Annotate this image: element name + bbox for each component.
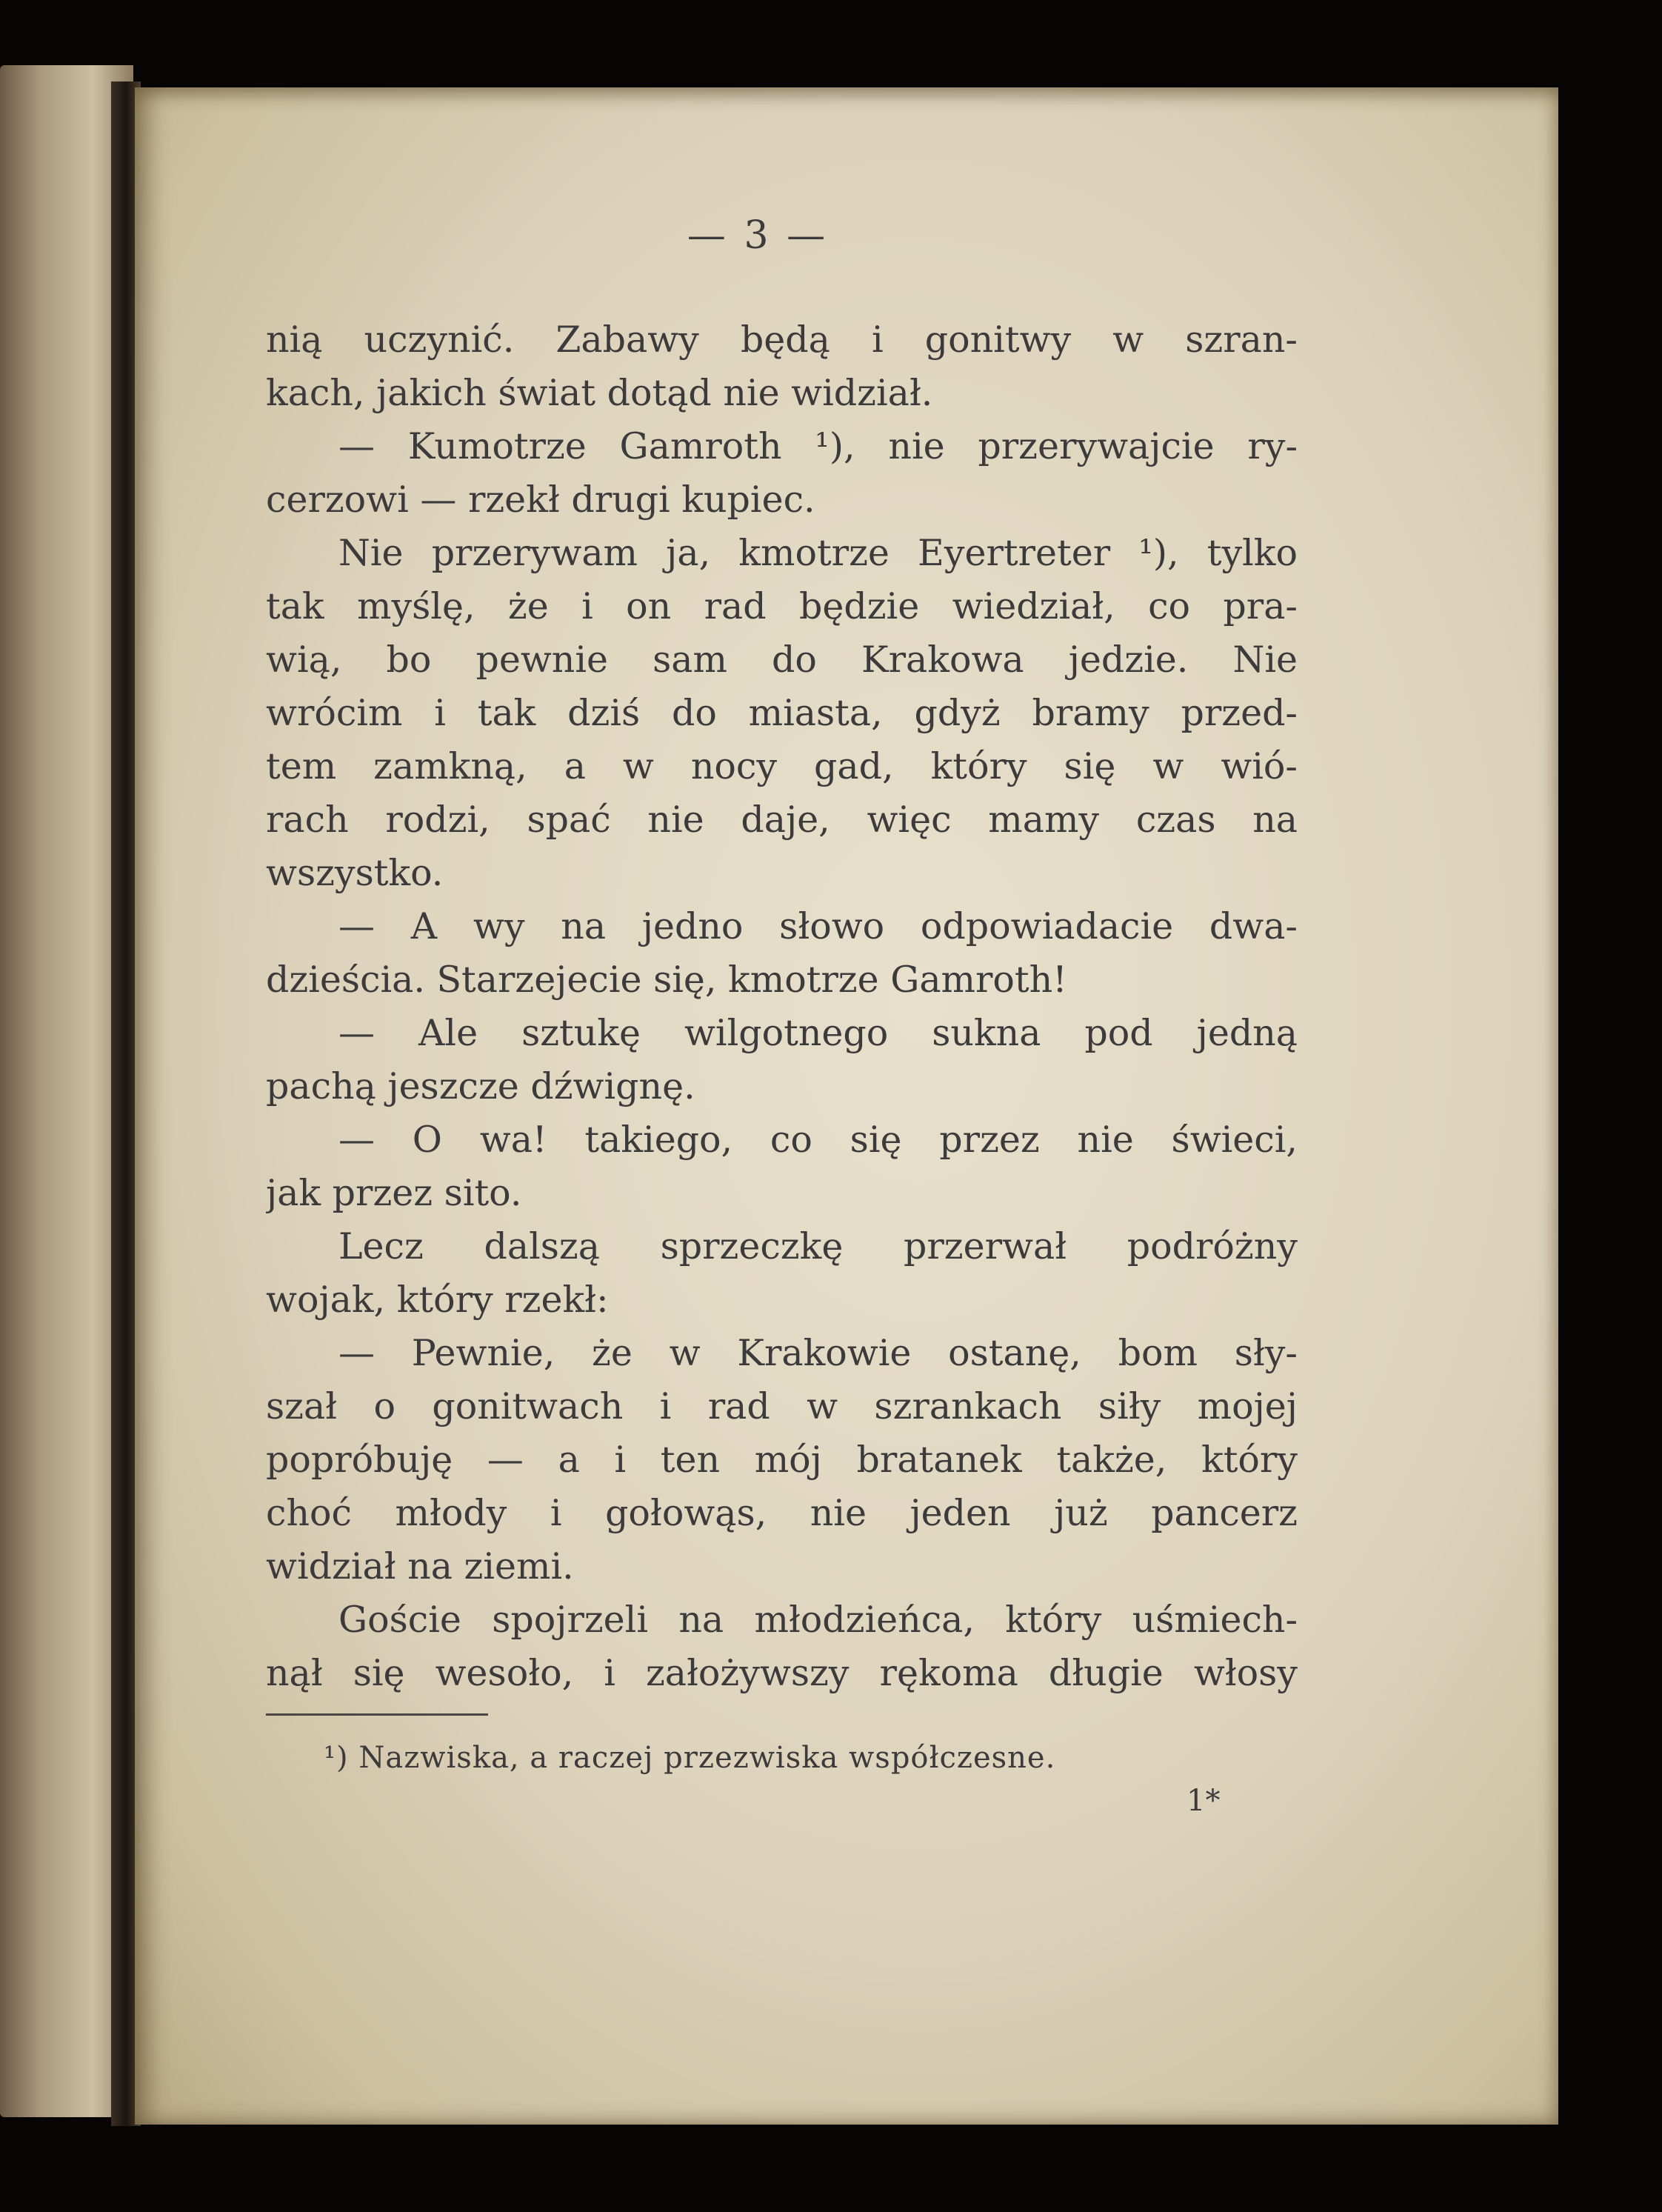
text-line: — A wy na jedno słowo odpowiadacie dwa- bbox=[338, 905, 1298, 947]
text-line: — Pewnie, że w Krakowie ostanę, bom sły- bbox=[338, 1332, 1298, 1374]
footnote-divider bbox=[266, 1713, 488, 1716]
text-line: — Ale sztukę wilgotnego sukna pod jedną bbox=[338, 1012, 1298, 1054]
text-line: Nie przerywam ja, kmotrze Eyertreter ¹), tylko bbox=[338, 532, 1298, 574]
text-line: — Kumotrze Gamroth ¹), nie przerywajcie ry- bbox=[338, 425, 1298, 467]
text-line: szał o gonitwach i rad w szrankach siły mojej bbox=[266, 1385, 1298, 1428]
page-number: — 3 — bbox=[687, 213, 829, 258]
text-line: tem zamkną, a w nocy gad, który się w wió- bbox=[266, 745, 1298, 787]
text-line: kach, jakich świat dotąd nie widział. bbox=[266, 372, 933, 414]
text-line: rach rodzi, spać nie daje, więc mamy czas na bbox=[266, 799, 1298, 841]
text-line: popróbuję — a i ten mój bratanek także, który bbox=[266, 1439, 1298, 1481]
footnote: ¹) Nazwiska, a raczej przezwiska współczesne. bbox=[324, 1741, 1056, 1775]
text-line: dzieścia. Starzejecie się, kmotrze Gamroth! bbox=[266, 959, 1067, 1001]
text-line: widział na ziemi. bbox=[266, 1545, 574, 1588]
text-line: tak myślę, że i on rad będzie wiedział, co pra- bbox=[266, 585, 1298, 627]
text-line: cerzowi — rzekł drugi kupiec. bbox=[266, 479, 815, 521]
text-line: wojak, który rzekł: bbox=[266, 1279, 609, 1321]
text-line: Lecz dalszą sprzeczkę przerwał podróżny bbox=[338, 1225, 1298, 1267]
text-line: nią uczynić. Zabawy będą i gonitwy w szran- bbox=[266, 319, 1298, 361]
text-line: choć młody i gołowąs, nie jeden już pancerz bbox=[266, 1492, 1298, 1534]
text-line: wszystko. bbox=[266, 852, 444, 894]
text-line: pachą jeszcze dźwignę. bbox=[266, 1065, 695, 1107]
text-line: nął się wesoło, i założywszy rękoma długie włosy bbox=[266, 1652, 1298, 1694]
text-line: Goście spojrzeli na młodzieńca, który uśmiech- bbox=[338, 1599, 1298, 1641]
book-page bbox=[135, 87, 1558, 2125]
text-line: wią, bo pewnie sam do Krakowa jedzie. Nie bbox=[266, 639, 1298, 681]
body-text bbox=[266, 313, 1298, 1700]
text-line: wrócim i tak dziś do miasta, gdyż bramy przed- bbox=[266, 692, 1298, 734]
text-line: — O wa! takiego, co się przez nie świeci, bbox=[338, 1119, 1298, 1161]
signature-mark: 1* bbox=[1187, 1784, 1221, 1818]
text-line: jak przez sito. bbox=[266, 1172, 522, 1214]
